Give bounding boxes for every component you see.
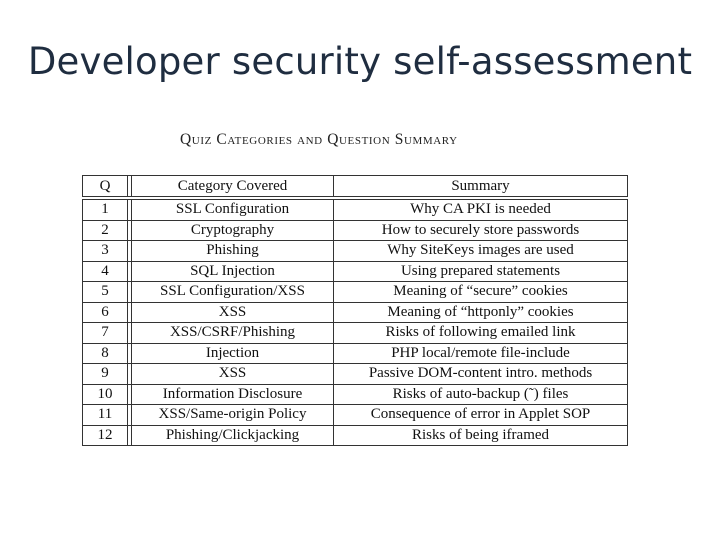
table-row <box>83 343 628 364</box>
summary-cell: Why CA PKI is needed <box>334 198 628 220</box>
table-row <box>83 220 628 241</box>
summary-cell: Passive DOM-content intro. methods <box>334 364 628 385</box>
row-number-cell: 2 <box>83 220 128 241</box>
category-cell: XSS/Same-origin Policy <box>132 405 334 426</box>
row-number-cell: 12 <box>83 425 128 446</box>
table-row <box>83 241 628 262</box>
row-number-cell: 9 <box>83 364 128 385</box>
table-row <box>83 198 628 220</box>
row-number-cell: 4 <box>83 261 128 282</box>
table-caption: Quiz Categories and Question Summary <box>180 131 458 148</box>
table-row <box>83 323 628 344</box>
category-cell: Phishing <box>132 241 334 262</box>
row-number-cell: 8 <box>83 343 128 364</box>
summary-cell: Meaning of “httponly” cookies <box>334 302 628 323</box>
row-number-cell: 10 <box>83 384 128 405</box>
category-cell: XSS <box>132 302 334 323</box>
category-cell: Cryptography <box>132 220 334 241</box>
category-cell: SQL Injection <box>132 261 334 282</box>
summary-cell: Meaning of “secure” cookies <box>334 282 628 303</box>
row-number-cell: 11 <box>83 405 128 426</box>
table-row <box>83 364 628 385</box>
table-row <box>83 261 628 282</box>
summary-cell: Risks of auto-backup (˜) files <box>334 384 628 405</box>
category-cell: XSS/CSRF/Phishing <box>132 323 334 344</box>
table-row <box>83 302 628 323</box>
table-row <box>83 384 628 405</box>
category-cell: XSS <box>132 364 334 385</box>
table-header-row <box>83 176 628 199</box>
category-cell: Injection <box>132 343 334 364</box>
summary-cell: Risks of following emailed link <box>334 323 628 344</box>
category-cell: Phishing/Clickjacking <box>132 425 334 446</box>
row-number-cell: 1 <box>83 198 128 220</box>
summary-cell: Consequence of error in Applet SOP <box>334 405 628 426</box>
summary-cell: How to securely store passwords <box>334 220 628 241</box>
header-summary: Summary <box>334 176 628 199</box>
header-category: Category Covered <box>132 176 334 199</box>
table-row <box>83 282 628 303</box>
quiz-table <box>82 175 628 446</box>
category-cell: Information Disclosure <box>132 384 334 405</box>
row-number-cell: 3 <box>83 241 128 262</box>
header-q: Q <box>83 176 128 199</box>
row-number-cell: 7 <box>83 323 128 344</box>
category-cell: SSL Configuration/XSS <box>132 282 334 303</box>
summary-cell: Using prepared statements <box>334 261 628 282</box>
summary-cell: PHP local/remote file-include <box>334 343 628 364</box>
summary-cell: Why SiteKeys images are used <box>334 241 628 262</box>
slide-title: Developer security self-assessment <box>27 40 693 83</box>
row-number-cell: 6 <box>83 302 128 323</box>
table-row <box>83 405 628 426</box>
table-row <box>83 425 628 446</box>
table-body <box>83 198 628 446</box>
summary-cell: Risks of being iframed <box>334 425 628 446</box>
category-cell: SSL Configuration <box>132 198 334 220</box>
row-number-cell: 5 <box>83 282 128 303</box>
